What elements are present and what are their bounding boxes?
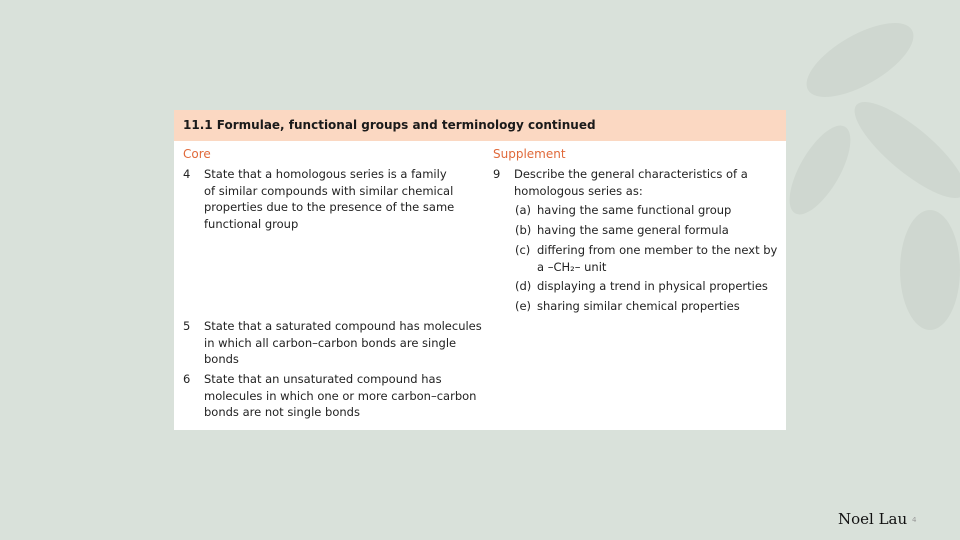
sub-text: having the same general formula bbox=[537, 223, 729, 237]
sub-text: differing from one member to the next by a –CH₂– unit bbox=[537, 243, 778, 274]
sub-letter: (a) bbox=[515, 203, 532, 217]
item-text: State that an unsaturated compound has molecules in which one or more carbon–carbon bonds are not single bonds bbox=[204, 372, 477, 419]
item-text: Describe the general characteristics of a homologous series as: bbox=[514, 167, 748, 198]
syllabus-table bbox=[174, 110, 786, 430]
author-name: Noel Lau bbox=[838, 510, 908, 528]
item-text: State that a homologous series is a family of similar compounds with similar chemical properties due to the presence of the same functional group bbox=[204, 167, 455, 231]
item-number: 6 bbox=[183, 372, 191, 386]
item-number: 4 bbox=[183, 167, 191, 181]
item-text: State that a saturated compound has molecules in which all carbon–carbon bonds are single bonds bbox=[204, 319, 482, 366]
supplement-label: Supplement bbox=[493, 147, 566, 161]
sub-letter: (c) bbox=[515, 243, 531, 257]
core-label: Core bbox=[183, 147, 211, 161]
sub-letter: (d) bbox=[515, 279, 532, 293]
item-number: 9 bbox=[493, 167, 501, 181]
page-number: 4 bbox=[912, 516, 917, 524]
item-number: 5 bbox=[183, 319, 191, 333]
table-title: 11.1 Formulae, functional groups and terminology continued bbox=[174, 110, 786, 141]
sub-text: having the same functional group bbox=[537, 203, 732, 217]
sub-text: sharing similar chemical properties bbox=[537, 299, 740, 313]
sub-letter: (e) bbox=[515, 299, 532, 313]
sub-letter: (b) bbox=[515, 223, 532, 237]
sub-text: displaying a trend in physical properties bbox=[537, 279, 768, 293]
